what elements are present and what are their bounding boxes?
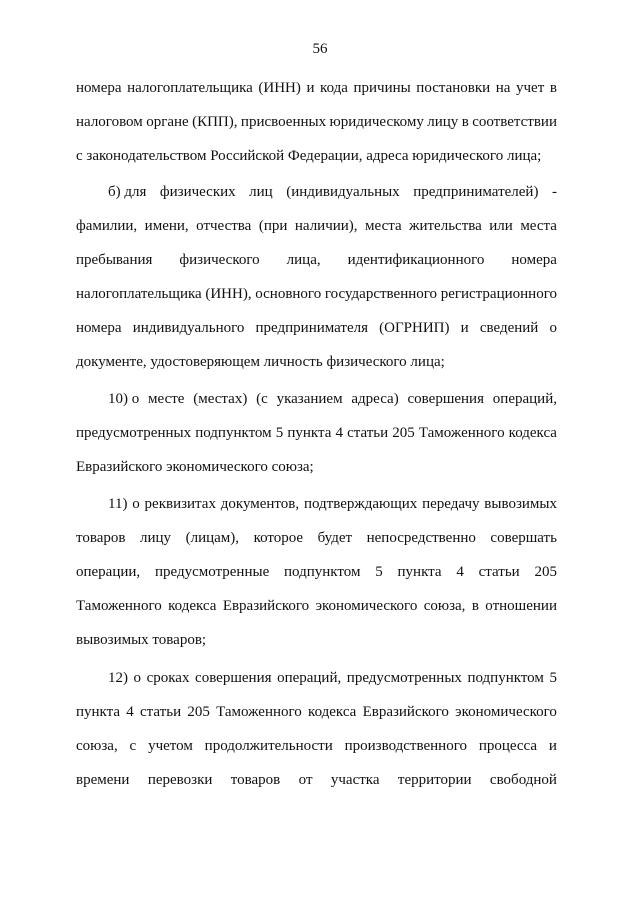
word: операций,	[277, 670, 342, 686]
word: предпринимателей)	[413, 184, 539, 200]
word: пункта	[397, 564, 442, 580]
word: предусмотренных	[76, 425, 192, 441]
text-line	[76, 112, 557, 132]
word: экономического	[315, 598, 418, 614]
word: номера	[76, 320, 122, 336]
word: в	[471, 598, 479, 614]
word: соответствии	[472, 114, 557, 130]
word: совершения	[407, 391, 484, 407]
word: кодекса	[508, 425, 557, 441]
word: Таможенного	[418, 425, 505, 441]
word: 11)	[108, 496, 128, 512]
word: месте	[148, 391, 185, 407]
word: союза,	[423, 598, 466, 614]
word: и	[306, 80, 315, 96]
page-number: 56	[312, 41, 328, 57]
word: документов,	[220, 496, 300, 512]
word: и	[460, 320, 469, 336]
word: Таможенного	[76, 598, 162, 614]
word: указанием	[276, 391, 343, 407]
word: номера	[511, 252, 557, 268]
text-line: документе, удостоверяющем личность физического лица;	[76, 354, 445, 370]
word: учетом	[148, 738, 193, 754]
word: 205	[392, 425, 415, 441]
word: свободной	[489, 772, 557, 788]
text-line	[76, 284, 557, 304]
word: основного	[255, 286, 322, 302]
word: пункта	[76, 704, 121, 720]
word: реквизитах	[144, 496, 216, 512]
text-line	[76, 216, 557, 236]
word: адреса)	[351, 391, 399, 407]
word: сведений	[479, 320, 539, 336]
word: предусмотренные	[154, 564, 270, 580]
word: кодекса	[308, 704, 357, 720]
word: (ИНН)	[258, 80, 301, 96]
word: 5	[275, 425, 284, 441]
text-line	[76, 562, 557, 582]
word: или	[489, 218, 513, 234]
word: предусмотренных	[346, 670, 462, 686]
word: операций,	[492, 391, 557, 407]
word: 5	[375, 564, 383, 580]
word: места	[520, 218, 557, 234]
word: времени	[76, 772, 130, 788]
word: статьи	[140, 704, 182, 720]
word: места	[365, 218, 402, 234]
word: налогоплательщика	[127, 80, 253, 96]
word: причины	[353, 80, 411, 96]
word: лицу	[140, 530, 172, 546]
word: 12)	[108, 670, 128, 686]
text-line	[76, 318, 557, 338]
text-line	[76, 528, 557, 548]
word: в	[461, 114, 469, 130]
word: фамилии,	[76, 218, 138, 234]
word: присвоенных	[240, 114, 327, 130]
word: налогоплательщика	[76, 286, 202, 302]
word: пребывания	[76, 252, 153, 268]
word: продолжительности	[204, 738, 333, 754]
word: (индивидуальных	[286, 184, 400, 200]
text-line	[108, 389, 557, 409]
word: номера	[76, 80, 122, 96]
word: от	[298, 772, 313, 788]
word: вывозимых	[484, 496, 557, 512]
word: статьи	[347, 425, 389, 441]
word: жительства	[409, 218, 482, 234]
word: регистрационного	[440, 286, 557, 302]
word: органе	[146, 114, 189, 130]
word: совершения	[195, 670, 272, 686]
text-line	[76, 78, 557, 98]
text-line	[76, 596, 557, 616]
word: лиц	[249, 184, 273, 200]
word: 205	[187, 704, 210, 720]
word: пункта	[287, 425, 332, 441]
word: подпунктом	[467, 670, 544, 686]
word: подпунктом	[195, 425, 272, 441]
word: 4	[456, 564, 464, 580]
text-line	[76, 423, 557, 443]
text-line	[76, 250, 557, 270]
word: непосредственно	[366, 530, 476, 546]
word: (ОГРНИП)	[379, 320, 450, 336]
word: (лицам),	[185, 530, 240, 546]
word: предпринимателя	[255, 320, 369, 336]
word: 205	[534, 564, 557, 580]
word: физических	[159, 184, 236, 200]
word: лица,	[286, 252, 321, 268]
text-line	[108, 182, 557, 202]
word: (с	[256, 391, 268, 407]
word: статьи	[478, 564, 520, 580]
word: Таможенного	[216, 704, 302, 720]
text-line	[76, 736, 557, 756]
word: кодекса	[168, 598, 217, 614]
word: учет	[516, 80, 545, 96]
word: 5	[549, 670, 557, 686]
text-line	[76, 702, 557, 722]
text-line: вывозимых товаров;	[76, 632, 207, 648]
text-line: с законодательством Российской Федерации, адреса юридического лица;	[76, 148, 542, 164]
word: (при	[258, 218, 288, 234]
word: (КПП),	[192, 114, 238, 130]
word: Евразийского	[362, 704, 449, 720]
word: совершать	[490, 530, 557, 546]
word: союза,	[76, 738, 118, 754]
word: передачу	[422, 496, 480, 512]
text-line	[76, 770, 557, 790]
word: наличии),	[294, 218, 358, 234]
word: физического	[179, 252, 260, 268]
word: о	[133, 670, 142, 686]
word: производственного	[344, 738, 467, 754]
word: (местах)	[193, 391, 248, 407]
word: и	[548, 738, 557, 754]
word: будет	[317, 530, 353, 546]
word: (ИНН),	[205, 286, 252, 302]
word: 4	[126, 704, 134, 720]
word: экономического	[455, 704, 557, 720]
word: отношении	[485, 598, 557, 614]
word: -	[551, 184, 557, 200]
word: имени,	[144, 218, 189, 234]
word: о	[549, 320, 557, 336]
text-line	[108, 494, 557, 514]
word: налоговом	[76, 114, 143, 130]
word: лицу	[427, 114, 459, 130]
word: подпунктом	[284, 564, 361, 580]
word: на	[495, 80, 511, 96]
word: участка	[330, 772, 380, 788]
word: подтверждающих	[303, 496, 418, 512]
text-line: Евразийского экономического союза;	[76, 459, 314, 475]
word: в	[549, 80, 557, 96]
word: товаров	[230, 772, 281, 788]
word: о	[132, 496, 140, 512]
word: территории	[397, 772, 472, 788]
word: перевозки	[147, 772, 213, 788]
word: индивидуального	[132, 320, 245, 336]
word: б) для	[108, 184, 147, 200]
word: кода	[320, 80, 348, 96]
word: юридическому	[329, 114, 424, 130]
word: Евразийского	[222, 598, 310, 614]
word: операции,	[76, 564, 141, 580]
word: 10) о	[108, 391, 140, 407]
word: с	[129, 738, 137, 754]
word: постановки	[416, 80, 491, 96]
word: 4	[335, 425, 343, 441]
word: которое	[253, 530, 304, 546]
word: товаров	[76, 530, 126, 546]
word: идентификационного	[347, 252, 485, 268]
word: отчества	[196, 218, 252, 234]
word: процесса	[478, 738, 538, 754]
text-line	[108, 668, 557, 688]
word: государственного	[324, 286, 438, 302]
word: сроках	[146, 670, 190, 686]
